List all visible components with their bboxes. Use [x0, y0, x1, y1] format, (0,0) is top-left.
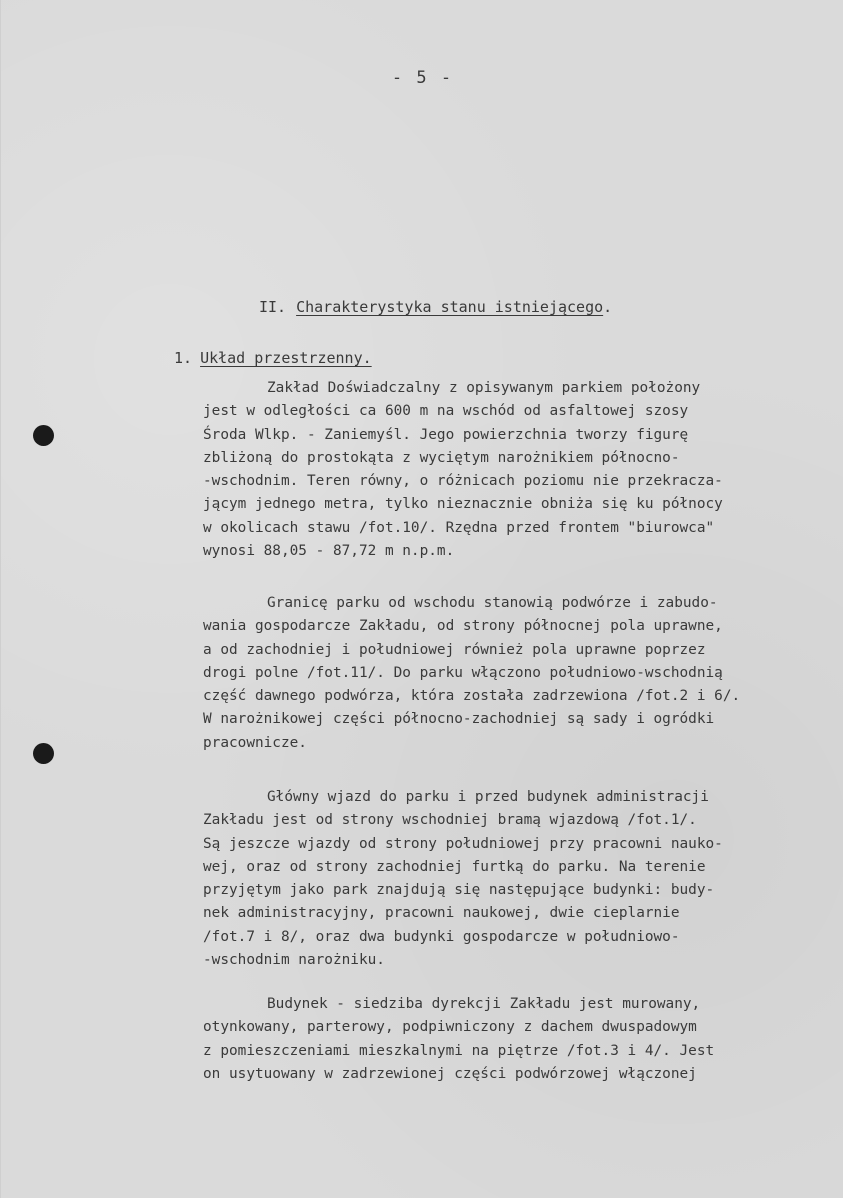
text-line: wynosi 88,05 - 87,72 m n.p.m.: [203, 543, 455, 560]
text-line: a od zachodniej i południowej również pola uprawne poprzez: [203, 641, 706, 658]
text-line: Główny wjazd do parku i przed budynek administracji: [267, 789, 709, 805]
paragraph-3: [203, 786, 833, 972]
paragraph-2: [203, 592, 833, 755]
text-line: Środa Wlkp. - Zaniemyśl. Jego powierzchnia tworzy figurę: [203, 426, 689, 443]
text-line: Zakładu jest od strony wschodniej bramą wjazdową /fot.1/.: [203, 812, 697, 829]
text-line: wania gospodarcze Zakładu, od strony północnej pola uprawne,: [203, 618, 723, 635]
page-number: - 5 -: [391, 68, 454, 88]
text-line: pracownicze.: [203, 734, 307, 751]
text-line: Są jeszcze wjazdy od strony południowej przy pracowni nauko-: [203, 835, 723, 852]
subsection-number: 1.: [174, 349, 193, 367]
text-line: Zakład Doświadczalny z opisywanym parkiem położony: [267, 380, 701, 396]
section-title-period: .: [603, 298, 613, 316]
text-line: Budynek - siedziba dyrekcji Zakładu jest murowany,: [267, 996, 701, 1012]
text-line: zbliżoną do prostokąta z wyciętym narożnikiem północno-: [203, 449, 680, 466]
subsection-title: Układ przestrzenny.: [200, 349, 372, 367]
text-line: jącym jednego metra, tylko nieznacznie obniża się ku północy: [203, 496, 723, 513]
text-line: przyjętym jako park znajdują się następujące budynki: budy-: [203, 882, 715, 899]
text-line: -wschodnim. Teren równy, o różnicach poziomu nie przekracza-: [203, 473, 723, 490]
text-line: w okolicach stawu /fot.10/. Rzędna przed frontem "biurowca": [203, 519, 715, 536]
text-line: nek administracyjny, pracowni naukowej, dwie cieplarnie: [203, 905, 680, 922]
text-line: jest w odległości ca 600 m na wschód od asfaltowej szosy: [203, 403, 689, 420]
text-line: drogi polne /fot.11/. Do parku włączono południowo-wschodnią: [203, 664, 723, 681]
text-line: Granicę parku od wschodu stanowią podwórze i zabudo-: [267, 595, 718, 611]
paragraph-1: [203, 377, 833, 563]
text-line: on usytuowany w zadrzewionej części podwórzowej włączonej: [203, 1065, 697, 1082]
punch-hole: [33, 425, 54, 446]
section-title: Charakterystyka stanu istniejącego: [296, 298, 604, 316]
text-line: otynkowany, parterowy, podpiwniczony z dachem dwuspadowym: [203, 1019, 697, 1036]
section-heading: [259, 298, 612, 316]
text-line: wej, oraz od strony zachodniej furtką do parku. Na terenie: [203, 858, 706, 875]
text-line: -wschodnim narożniku.: [203, 952, 385, 969]
punch-hole: [33, 743, 54, 764]
subsection-heading: [174, 349, 372, 367]
text-line: z pomieszczeniami mieszkalnymi na piętrze /fot.3 i 4/. Jest: [203, 1042, 715, 1059]
paragraph-4: [203, 993, 833, 1086]
section-number: II.: [259, 298, 287, 316]
text-line: część dawnego podwórza, która została zadrzewiona /fot.2 i 6/.: [203, 688, 741, 705]
text-line: W narożnikowej części północno-zachodniej są sady i ogródki: [203, 711, 715, 728]
text-line: /fot.7 i 8/, oraz dwa budynki gospodarcze w południowo-: [203, 928, 680, 945]
